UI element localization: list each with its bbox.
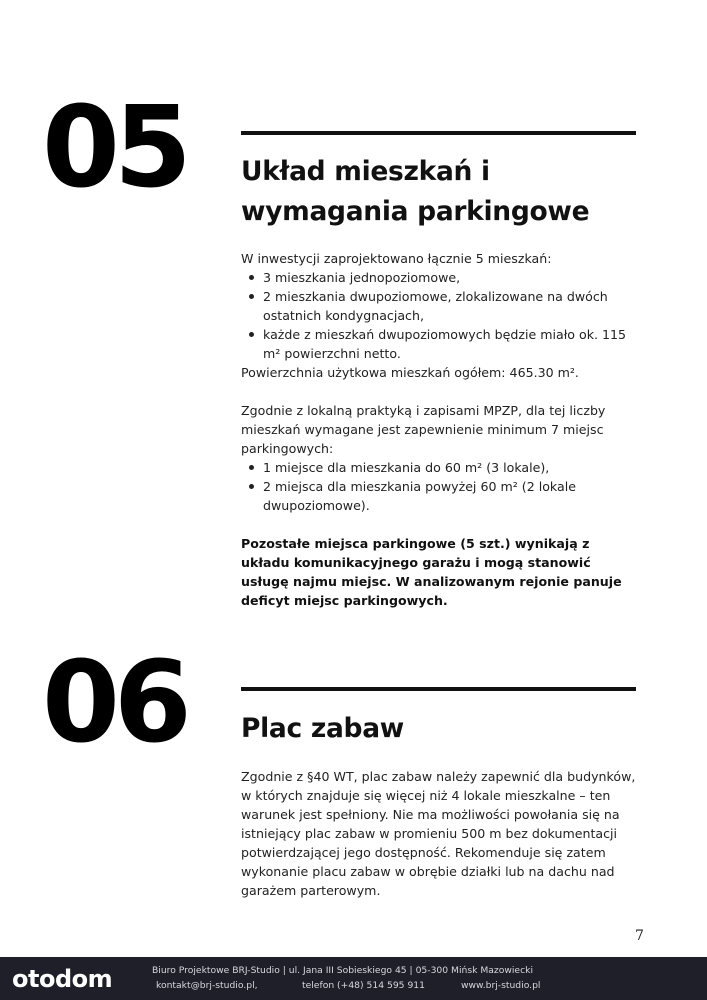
list-item: 1 miejsce dla mieszkania do 60 m² (3 lokale), (241, 458, 641, 477)
parking-list (241, 458, 641, 515)
section-05-body (241, 249, 641, 610)
otodom-logo: otodom (12, 965, 113, 993)
section-title: Plac zabaw (241, 713, 404, 744)
page-number: 7 (635, 928, 644, 944)
list-item: każde z mieszkań dwupoziomowych będzie miało ok. 115 m² powierzchni netto. (241, 325, 641, 363)
list-item: 3 mieszkania jednopoziomowe, (241, 268, 641, 287)
intro-text: W inwestycji zaprojektowano łącznie 5 mieszkań: (241, 251, 552, 266)
footer-email[interactable]: kontakt@brj-studio.pl, (156, 980, 258, 991)
section-divider (241, 687, 636, 691)
apartments-list (241, 268, 641, 363)
summary-text: Powierzchnia użytkowa mieszkań ogółem: 465.30 m². (241, 365, 579, 380)
footer-phone: telefon (+48) 514 595 911 (302, 980, 425, 991)
list-item: 2 miejsca dla mieszkania powyżej 60 m² (2 lokale dwupoziomowe). (241, 477, 641, 515)
section-title-line: wymagania parkingowe (241, 196, 590, 227)
section-title (241, 152, 589, 232)
section-06-body (241, 767, 641, 900)
playground-text: Zgodnie z §40 WT, plac zabaw należy zapewnić dla budynków, w których znajduje się więcej niż 4 lokale mieszkalne – ten warunek jest spełniony. Nie ma możliwości powołania się na istniejący plac zabaw w promieniu 500 m bez dokumentacji potwierdzającej jego dostępność. Rekomenduje się zatem wykonanie placu zabaw w obrębie działki lub na dachu nad garażem parterowym. (241, 769, 636, 898)
section-number-06: 06 (42, 638, 186, 768)
section-divider (241, 131, 636, 135)
list-item: 2 mieszkania dwupoziomowe, zlokalizowane na dwóch ostatnich kondygnacjach, (241, 287, 641, 325)
footer (0, 957, 707, 1000)
section-number-05: 05 (42, 83, 186, 213)
footer-website[interactable]: www.brj-studio.pl (461, 980, 541, 991)
parking-intro-text: Zgodnie z lokalną praktyką i zapisami MPZP, dla tej liczby mieszkań wymagane jest zapewnienie minimum 7 miejsc parkingowych: (241, 403, 606, 456)
footer-address: Biuro Projektowe BRJ-Studio | ul. Jana III Sobieskiego 45 | 05-300 Mińsk Mazowiecki (152, 965, 534, 976)
bold-note: Pozostałe miejsca parkingowe (5 szt.) wynikają z układu komunikacyjnego garażu i mogą stanowić usługę najmu miejsc. W analizowanym rejonie panuje deficyt miejsc parkingowych. (241, 536, 622, 608)
section-title-line: Układ mieszkań i (241, 156, 490, 187)
